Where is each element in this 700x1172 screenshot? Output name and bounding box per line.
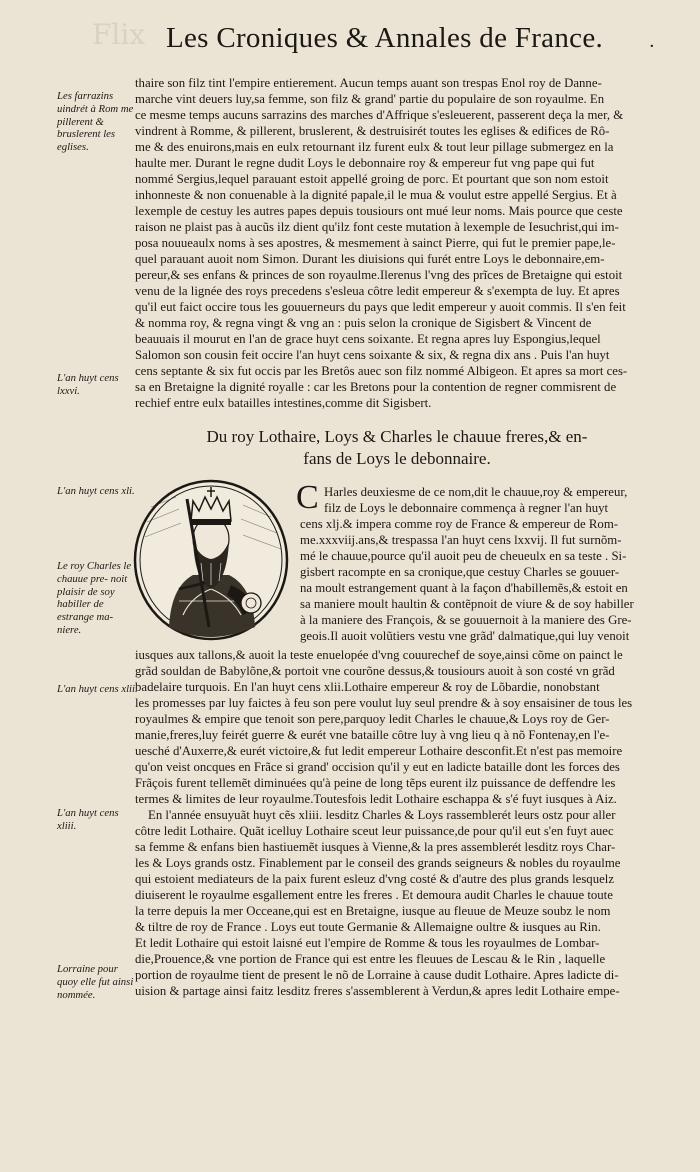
drop-cap: C (296, 479, 319, 516)
text-line: cens septante & six fut occis par les Bretôs auec son filz nommé Albigeon. Et apres sa mort ces- (135, 364, 628, 378)
text-line: Et ledit Lothaire qui estoit laisné eut l'empire de Romme & tous les royaulmes de Lombar- (135, 936, 600, 950)
text-line: & tiltre de roy de France . Loys eut toute Germanie & Allemaigne oultre & iusques au Rin. (135, 920, 601, 934)
page-mark: · (649, 36, 655, 57)
text-line: les promesses par luy faictes à feu son pere voulut luy seul prendre & à soy ensaisiner de tous les (135, 696, 633, 710)
text-line: posa nouueaulx noms à ses apostres, & mesmement à sainct Pierre, qui fut le premier pape,le- (135, 236, 616, 250)
text-line: me & des enuirons,mais en eulx retournant ilz furent eulx & tout leur pillage submergez en la (135, 140, 614, 154)
text-line: geois.Il auoit volũtiers vestu vne grãd' dalmatique,qui luy venoit (300, 629, 630, 643)
text-line: mé le chauue,pource qu'il auoit peu de cheueulx en sa teste . Si- (300, 549, 627, 563)
text-line: diuiserent le royaulme esgallement entre les freres . Et demoura audit Charles le chauue toute (135, 888, 613, 902)
text-line: les & Loys grands ostz. Finablement par le conseil des grands seigneurs & nobles du royaulme (135, 856, 621, 870)
text-line: lexemple de cestuy les autres papes depuis tousiours ont mué leur noms. Mais pource que ceste (135, 204, 623, 218)
text-line: quel parauant auoit nom Simon. Durant les diuisions qui furét entre Loys le debonnaire,em- (135, 252, 605, 266)
text-line: à la maniere des François, & se gouuernoit à la maniere des Gre- (300, 613, 632, 627)
section-title (135, 426, 659, 470)
margin-note: Le roy Charles le chauue pre- noit plaisir de soy habiller de estrange ma- niere. (57, 560, 132, 636)
text-line: die,Prouence,& vne portion de France qui est entre les fleuues de Lescau & le Rin , laquelle (135, 952, 606, 966)
text-line: qu'il eut faict occire tous les gouuerneurs du pays que ledit empereur y auoit commis. Il s'en feit (135, 300, 626, 314)
text-line: cens xlj.& impera comme roy de France & empereur de Rom- (300, 517, 619, 531)
running-head: Les Croniques & Annales de France. (166, 22, 604, 54)
text-line: pereur,& ses enfans & princes de son royaulme.Ilerenus l'vng des prĩces de Bretaigne qui estoit (135, 268, 623, 282)
text-line: En l'année ensuyuãt huyt cẽs xliii. lesditz Charles & Loys rassemblerét leurs ostz pour aller (148, 808, 616, 822)
text-line: la terre depuis la mer Occeane,qui est en Bretaigne, iusque au fleuue de Meuze soubz le nom (135, 904, 611, 918)
text-line: portion de royaulme tient de present le nõ de Lorraine à cause dudit Lothaire. Apres ladicte di- (135, 968, 619, 982)
text-line: thaire son filz tint l'empire entierement. Aucun temps auant son trespas Enol roy de Danne- (135, 76, 602, 90)
text-line: marche vint deuers luy,sa femme, son filz & grand' partie du populaire de son royaulme. En (135, 92, 605, 106)
text-line: sa en Bretaigne la dignité royalle : car les Bretons pour la contention de regner commisrent de (135, 380, 617, 394)
text-line: na moult estrangement quant à la façon d'habillemẽs,& estoit en (300, 581, 628, 595)
text-line: ce mesme temps aucuns sarrazins des marches d'Affrique s'esleuerent, passerent deça la mer, & (135, 108, 624, 122)
text-line: iusques aux tallons,& auoit la teste enuelopée d'vng couurechef de soye,ainsi cõme on painct le (135, 648, 623, 662)
text-line: beauuais il mourut en l'an de grace huyt cens soixante. Et regna apres luy Espongius,lequel (135, 332, 601, 346)
text-line: Harles deuxiesme de ce nom,dit le chauue,roy & empereur, (324, 485, 628, 499)
text-line: Frãçois furent tellemẽt diminuées qu'à peine de long tẽps eurent ilz puissance de deffendre les (135, 776, 616, 790)
text-line: filz de Loys le debonnaire commença à regner l'an huyt (324, 501, 609, 515)
text-line: inhonneste & non conuenable à la dignité papale,il le mua & voulut estre appellé Sergius. Et à (135, 188, 617, 202)
section-title-line: fans de Loys le debonnaire. (303, 449, 491, 468)
text-line: qui estoient mediateurs de la paix furent esleuz d'vng costé & d'autre des plus grands lesquelz (135, 872, 615, 886)
text-line: Salomon son cousin feit occire l'an huyt cens soixante & six, & regna dix ans . Puis l'an huyt (135, 348, 610, 362)
text-line: rechief entre eulx batailles intestines,comme dit Sigisbert. (135, 396, 432, 410)
text-line: & nomma roy, & regna vingt & vng an : puis selon la cronique de Sigisbert & Vincent de (135, 316, 592, 330)
margin-note: L'an huyt cens xliii. (57, 807, 119, 832)
text-line: haulte mer. Durant le regne dudit Loys le debonnaire roy & empereur fut vng pape qui fut (135, 156, 595, 170)
margin-note: L'an huyt cens xlii. (57, 683, 138, 695)
text-line: uesché d'Auxerre,& eurét victoire,& fut ledit empereur Lothaire desconfit.Et n'est pas memoire (135, 744, 623, 758)
section-title-line: Du roy Lothaire, Loys & Charles le chauue freres,& en- (206, 427, 588, 446)
margin-note: Les farrazins uindrét à Rom me pillerent & bruslerent les eglises. (57, 90, 134, 154)
text-line: sa femme & enfans bien hastiuemẽt iusques à Vienne,& la pres assemblerét lesditz roys Char- (135, 840, 616, 854)
text-line: sa maniere moult haultin & contẽpnoit de viure & de soy habiller (300, 597, 634, 611)
text-line: vindrent à Romme, & pillerent, bruslerent, & destruisirét toutes les eglises & edifices de Rô- (135, 124, 610, 138)
margin-note: Lorraine pour quoy elle fut ainsi nommée. (57, 963, 134, 1001)
text-line: grãd souldan de Babylõne,& portoit vne courõne dessus,& tousiours auoit à son costé vn grãd (135, 664, 615, 678)
text-line: royaulmes & empire que tenoit son pere,parquoy ledit Charles le chauue,& Loys roy de Ger- (135, 712, 610, 726)
text-line: termes & limites de leur royaulme.Toutesfois ledit Lothaire eschappa & s'é fuyt iusques à Aiz. (135, 792, 617, 806)
text-line: nommé Sergius,lequel parauant estoit appellé groing de porc. Et pourtant que son nom estoit (135, 172, 609, 186)
text-line: me.xxxviij.ans,& trespassa l'an huyt cens lxxvij. Il fut surnõm- (300, 533, 622, 547)
text-line: manie,freres,luy feirét guerre & eurét vne bataille côtre luy à vng lieu q à nõ Fontenay,en l'e- (135, 728, 610, 742)
text-line: côtre ledit Lothaire. Quãt icelluy Lothaire sceut leur puissance,de pour qu'il eut s'en fuyt auec (135, 824, 614, 838)
margin-note: L'an huyt cens xli. (57, 485, 135, 497)
text-line: uision & partage ainsi faitz lesditz freres s'assemblerent à Verdun,& apres ledit Lothaire empe- (135, 984, 620, 998)
king-portrait-woodcut (131, 477, 291, 643)
text-line: qu'on veist oncques en Frãce si grand' occision qu'il y eut en ladicte bataille dont les forces des (135, 760, 620, 774)
text-line: badelaire turquois. En l'an huyt cens xlii.Lothaire empereur & roy de Lõbardie, nonobstant (135, 680, 600, 694)
margin-note: L'an huyt cens lxxvi. (57, 372, 119, 397)
text-line: gisbert racompte en sa cronique,que cestuy Charles se gouuer- (300, 565, 620, 579)
text-line: venu de la lignée des roys precedens s'esleua côtre ledit empereur & s'exempta de luy. Et apres (135, 284, 620, 298)
text-line: raison ne plaist pas à aucũs ilz dient qu'ilz font ceste mutation à lexemple de Iesuchrist,qui im- (135, 220, 619, 234)
show-through-text: Flix (92, 18, 146, 51)
